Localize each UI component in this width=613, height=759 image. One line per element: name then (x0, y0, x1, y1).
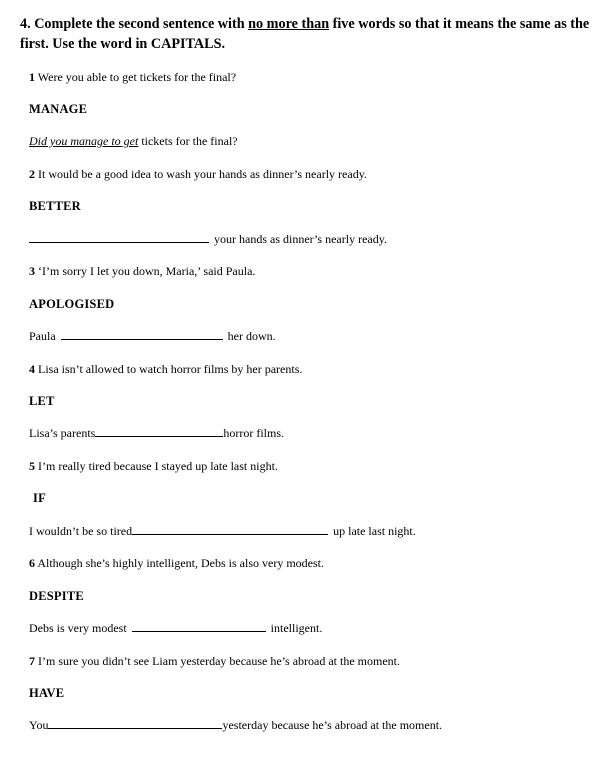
item-6-keyword: DESPITE (29, 589, 84, 603)
item-4-keyword: LET (29, 394, 55, 408)
example-answer: Did you manage to get (29, 134, 139, 148)
answer-blank[interactable] (48, 717, 222, 729)
answer-after: your hands as dinner’s nearly ready. (214, 232, 387, 246)
sentence-text: It would be a good idea to wash your hands as dinner’s nearly ready. (38, 167, 367, 181)
answer-blank[interactable] (132, 523, 328, 535)
item-1-answer (29, 133, 238, 149)
answer-after: up late last night. (333, 524, 416, 538)
answer-before: Debs is very modest (29, 621, 127, 635)
item-2-answer (29, 231, 387, 247)
item-4-sentence (29, 361, 302, 377)
answer-before: Paula (29, 329, 56, 343)
sentence-text: Although she’s highly intelligent, Debs is also very modest. (37, 556, 324, 570)
item-1-sentence (29, 69, 236, 85)
sentence-text: I’m sure you didn’t see Liam yesterday because he’s abroad at the moment. (38, 654, 400, 668)
sentence-text: Lisa isn’t allowed to watch horror films by her parents. (38, 362, 303, 376)
item-2-keyword: BETTER (29, 199, 81, 213)
answer-before: You (29, 718, 49, 732)
answer-blank[interactable] (61, 328, 223, 340)
exercise-instructions (20, 14, 595, 54)
answer-after: yesterday because he’s abroad at the moment. (222, 718, 443, 732)
sentence-text: Were you able to get tickets for the final? (37, 70, 237, 84)
instructions-underlined: no more than (248, 16, 330, 32)
answer-blank[interactable] (132, 620, 266, 632)
item-number: 2 (29, 167, 35, 181)
sentence-text: ‘I’m sorry I let you down, Maria,’ said Paula. (38, 264, 256, 278)
item-number: 6 (29, 556, 35, 570)
answer-after: intelligent. (270, 621, 323, 635)
item-7-sentence (29, 653, 400, 669)
item-number: 3 (29, 264, 35, 278)
answer-after: her down. (227, 329, 276, 343)
item-7-keyword: HAVE (29, 686, 65, 700)
instructions-part2: five words so that it means the same as the first. Use the word in CAPITALS. (20, 16, 590, 52)
item-number: 4 (29, 362, 35, 376)
answer-blank[interactable] (29, 231, 209, 243)
item-5-answer (29, 523, 416, 539)
instructions-part1: Complete the second sentence with (34, 16, 245, 32)
item-number: 1 (29, 70, 35, 84)
item-3-sentence (29, 263, 255, 279)
item-7-answer (29, 717, 442, 733)
sentence-text: I’m really tired because I stayed up late last night. (38, 459, 278, 473)
answer-before: Lisa’s parents (29, 426, 96, 440)
item-5-sentence (29, 458, 278, 474)
exercise-number: 4. (20, 16, 31, 32)
item-6-sentence (29, 555, 324, 571)
item-3-answer (29, 328, 276, 344)
item-2-sentence (29, 166, 367, 182)
answer-blank[interactable] (95, 425, 223, 437)
item-4-answer (29, 425, 284, 441)
item-1-keyword: MANAGE (29, 102, 88, 116)
item-6-answer (29, 620, 322, 636)
item-number: 5 (29, 459, 35, 473)
answer-after: tickets for the final? (141, 134, 238, 148)
item-number: 7 (29, 654, 35, 668)
answer-before: I wouldn’t be so tired (29, 524, 133, 538)
answer-after: horror films. (223, 426, 284, 440)
item-3-keyword: APOLOGISED (29, 297, 115, 311)
item-5-keyword: IF (33, 491, 46, 505)
